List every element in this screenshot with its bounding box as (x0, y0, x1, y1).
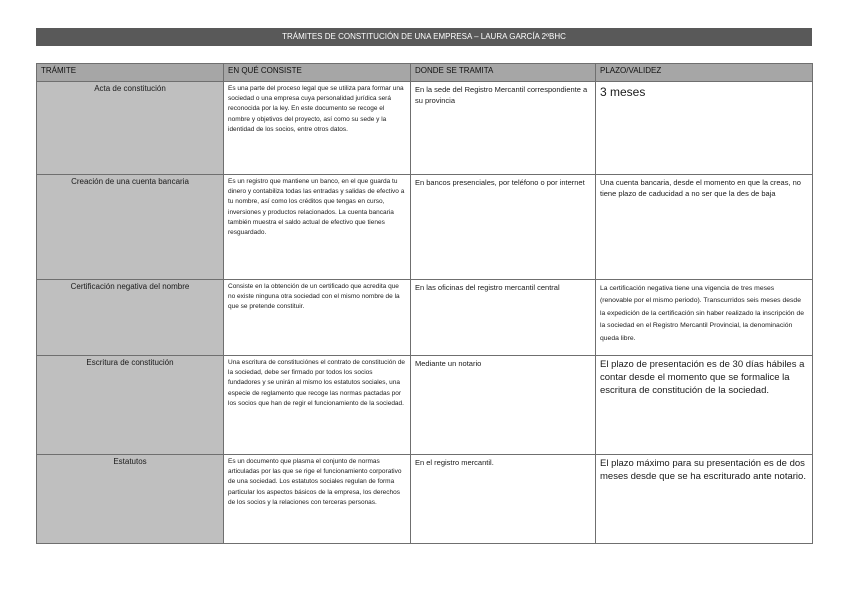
table-row (37, 455, 813, 544)
table-row (37, 280, 813, 356)
consiste-cell: Es una parte del proceso legal que se utiliza para formar una sociedad o una empresa cuya personalidad jurídica será reconocida por la ley. En este documento se recoge el nombre y objetivos del proyecto, así como su sede y la identidad de los socios, entre otros datos. (224, 82, 411, 175)
table-row (37, 175, 813, 280)
plazo-cell: Una cuenta bancaria, desde el momento en que la creas, no tiene plazo de caducidad a no ser que la des de baja (596, 175, 813, 280)
plazo-cell (596, 82, 813, 175)
plazo-cell (596, 280, 813, 356)
donde-cell: En la sede del Registro Mercantil correspondiente a su provincia (411, 82, 596, 175)
tramites-table (36, 63, 813, 544)
donde-cell: Mediante un notario (411, 356, 596, 455)
table-row (37, 356, 813, 455)
consiste-cell: Consiste en la obtención de un certificado que acredita que no existe ninguna otra sociedad con el mismo nombre de la que se pretende constituir. (224, 280, 411, 356)
plazo-text: 3 meses (600, 85, 646, 99)
tramite-cell: Estatutos (37, 455, 224, 544)
donde-cell: En el registro mercantil. (411, 455, 596, 544)
plazo-text: La certificación negativa tiene una vigencia de tres meses (renovable por el mismo periodo). Transcurridos seis meses desde la expedición de la certificación sin haber realizado la inscripción de la sociedad en el Registro Mercantil Provincial, la denominación queda libre. (600, 285, 805, 342)
plazo-cell (596, 455, 813, 544)
tramite-cell: Escritura de constitución (37, 356, 224, 455)
plazo-cell (596, 356, 813, 455)
document-title: TRÁMITES DE CONSTITUCIÓN DE UNA EMPRESA – LAURA GARCÍA 2ºBHC (36, 28, 812, 46)
header-plazo: PLAZO/VALIDEZ (596, 64, 813, 82)
plazo-text: El plazo máximo para su presentación es de dos meses desde que se ha escriturado ante notario. (600, 458, 806, 482)
header-consiste: EN QUÉ CONSISTE (224, 64, 411, 82)
donde-cell: En las oficinas del registro mercantil central (411, 280, 596, 356)
table-row (37, 82, 813, 175)
tramite-cell: Creación de una cuenta bancaria (37, 175, 224, 280)
tramite-cell: Acta de constitución (37, 82, 224, 175)
consiste-cell: Es un registro que mantiene un banco, en el que guarda tu dinero y contabiliza todas las entradas y salidas de efectivo a tu nombre, así como los créditos que tengas en curso, inversiones y productos relacionados. La cuenta bancaria también muestra el saldo actual de efectivo que tienes resguardado. (224, 175, 411, 280)
header-tramite: TRÁMITE (37, 64, 224, 82)
table-header-row (37, 64, 813, 82)
plazo-text: El plazo de presentación es de 30 días hábiles a contar desde el momento que se formalice la escritura de constitución de la sociedad. (600, 359, 805, 396)
donde-cell: En bancos presenciales, por teléfono o por internet (411, 175, 596, 280)
consiste-cell: Es un documento que plasma el conjunto de normas articuladas por las que se rige el funcionamiento corporativo de una sociedad. Los estatutos sociales regulan de forma particular los aspectos básicos de la empresa, los derechos de los socios y la relaciones con terceras personas. (224, 455, 411, 544)
tramite-cell: Certificación negativa del nombre (37, 280, 224, 356)
header-donde: DONDE SE TRAMITA (411, 64, 596, 82)
consiste-cell: Una escritura de constituciónes el contrato de constitución de la sociedad, debe ser firmado por todos los socios fundadores y se unirán al mismo los estatutos sociales, una especie de reglamento que recoge las normas pactadas por los socios que han de regir el funcionamiento de la sociedad. (224, 356, 411, 455)
